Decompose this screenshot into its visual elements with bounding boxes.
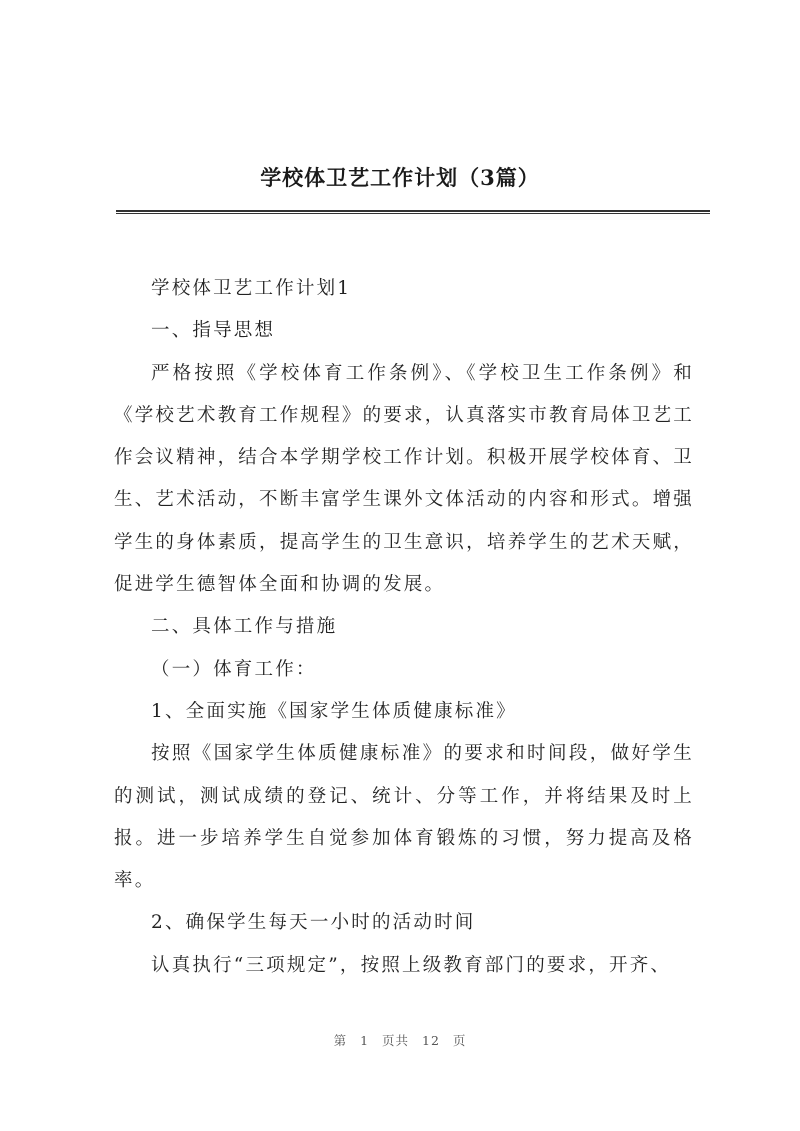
paragraph-section-1-heading: 一、指导思想	[151, 320, 276, 342]
paragraph-item-2-body: 认真执行“三项规定”，按照上级教育部门的要求，开齐、	[151, 954, 672, 976]
paragraph-item-1-body: 按照《国家学生体质健康标准》的要求和时间段，做好学生的测试，测试成绩的登记、统计、分等工作，并将结果及时上报。进一步培养学生自觉参加体育锻炼的习惯，努力提高及格率。	[114, 743, 694, 892]
footer-current-page: 1	[360, 1033, 370, 1048]
document-title: 学校体卫艺工作计划（3篇）	[260, 165, 540, 190]
page-footer	[0, 1031, 800, 1049]
footer-label-total-prefix: 页共	[382, 1033, 410, 1048]
footer-total-pages: 12	[422, 1033, 440, 1048]
paragraph-item-2-heading: 2、确保学生每天一小时的活动时间	[151, 912, 476, 934]
document-body	[114, 268, 694, 987]
paragraph-plan-heading: 学校体卫艺工作计划1	[151, 278, 352, 299]
title-divider	[116, 210, 710, 214]
paragraph-item-1-heading: 1、全面实施《国家学生体质健康标准》	[151, 700, 517, 722]
footer-label-total-suffix: 页	[452, 1033, 467, 1048]
footer-label-page: 第	[333, 1033, 348, 1048]
paragraph-section-2-heading: 二、具体工作与措施	[151, 616, 338, 638]
paragraph-guiding-ideology: 严格按照《学校体育工作条例》、《学校卫生工作条例》和《学校艺术教育工作规程》的要求，认真落实市教育局体卫艺工作会议精神，结合本学期学校工作计划。积极开展学校体育、卫生、艺术活动，不断丰富学生课外文体活动的内容和形式。增强学生的身体素质，提高学生的卫生意识，培养学生的艺术天赋，促进学生德智体全面和协调的发展。	[114, 362, 694, 596]
paragraph-sports-heading: （一）体育工作：	[151, 658, 317, 680]
